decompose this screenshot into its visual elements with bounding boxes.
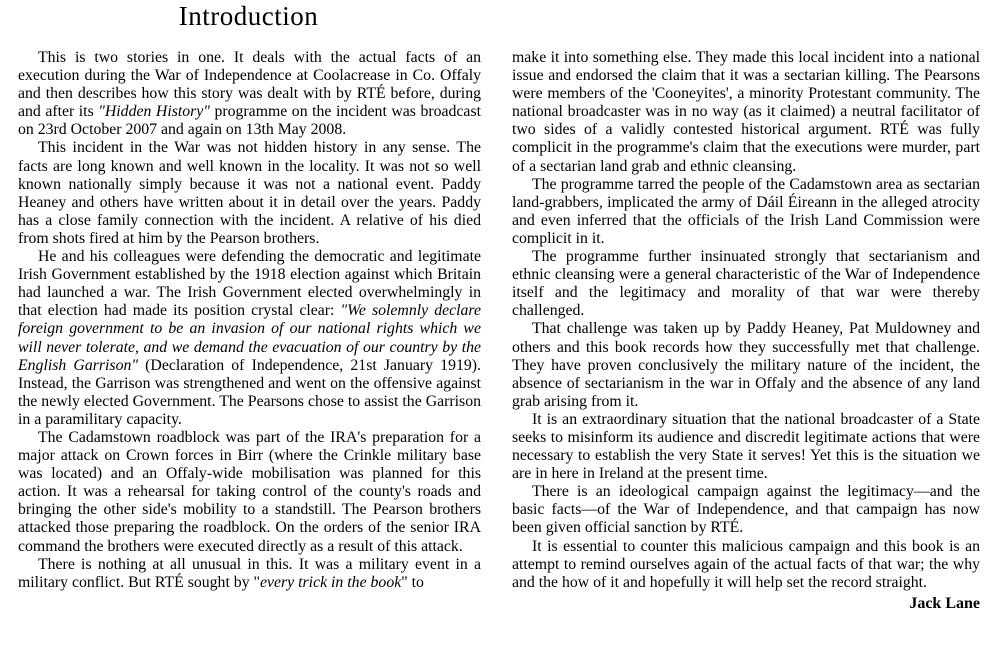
paragraph [512, 248, 980, 320]
text-run: That challenge was taken up by Paddy Heaney, Pat Muldowney and others and this book records how they successfully met that challenge. They have proven conclusively the military nature of the incident, the absence of sectarianism in the war in Offaly and the absence of any land grab arising from it. [512, 320, 980, 410]
text-run: make it into something else. They made this local incident into a national issue and endorsed the claim that it was a sectarian killing. The Pearsons were members of the 'Cooneyites', a minority Protestant community. The national broadcaster was in no way (as it claimed) a neutral facilitator of two sides of a validly contested historical argument. RTÉ was fully complicit in the programme's claim that the executions were murder, part of a sectarian land grab and ethnic cleansing. [512, 49, 980, 175]
text-run: There is an ideological campaign against the legitimacy—and the basic facts—of the War of Independence, and that campaign has now been given official sanction by RTÉ. [512, 483, 980, 537]
text-run: The programme tarred the people of the Cadamstown area as sectarian land-grabbers, implicated the army of Dáil Éireann in the alleged atrocity and even inferred that the officials of the Irish Land Commission were complicit in it. [512, 175, 980, 247]
left-column [18, 49, 481, 592]
text-run: The Cadamstown roadblock was part of the IRA's preparation for a major attack on Crown forces in Birr (where the Crinkle military base was located) and an Offaly-wide mobilisation was planned for this action. It was a rehearsal for taking control of the county's roads and bringing the other side's mobility to a standstill. The Pearson brothers attacked those preparing the roadblock. On the orders of the senior IRA command the brothers were executed directly as a result of this attack. [18, 428, 481, 555]
italic-text-run: "We solemnly declare foreign government to be an invasion of our national rights which we will never tolerate, and we demand the evacuation of our country by the English Garrison" [18, 302, 482, 374]
paragraph [18, 248, 481, 429]
paragraph [512, 483, 980, 537]
paragraph [512, 176, 980, 248]
text-run: It is essential to counter this malicious campaign and this book is an attempt to remind ourselves again of the actual facts of that war; the why and the how of it and hopefully it will help set the record straight. [512, 537, 980, 591]
paragraph [512, 320, 980, 410]
italic-text-run: "Hidden History" [98, 103, 210, 121]
paragraph [512, 49, 980, 176]
text-run: (Declaration of Independence, 21st January 1919). Instead, the Garrison was strengthened and went on the offensive against the newly elected Government. The Pearsons chose to assist the Garrison in a paramilitary capacity. [18, 356, 481, 428]
text-run: This is two stories in one. It deals with the actual facts of an execution during the War of Independence at Coolacrease in Co. Offaly and then describes how this story was dealt with by RTÉ before, during and after its [18, 49, 481, 121]
paragraph [18, 429, 481, 556]
page-title: Introduction [178, 1, 319, 31]
paragraph [18, 556, 481, 592]
text-run: programme on the incident was broadcast on 23rd October 2007 and again on 13th May 2008. [18, 103, 481, 139]
text-run: This incident in the War was not hidden history in any sense. The facts are long known and well known in the locality. It was not so well known nationally simply because it was not a national event. Paddy Heaney and others have written about it in detail over the years. Paddy has a close family connection with the incident. A relative of his died from shots fired at him by the Pearson brothers. [18, 139, 481, 247]
paragraph [18, 49, 481, 139]
paragraph [512, 411, 980, 483]
right-column [512, 49, 980, 613]
text-run: There is nothing at all unusual in this. It was a military event in a military conflict. But RTÉ sought by " [18, 555, 481, 591]
text-run: " to [401, 573, 424, 591]
text-run: He and his colleagues were defending the democratic and legitimate Irish Government established by the 1918 election against which Britain had launched a war. The Irish Government elected overwhelmingly in that election had made its position crystal clear: [18, 248, 481, 320]
text-run: It is an extraordinary situation that the national broadcaster of a State seeks to misinform its audience and discredit legitimate actions that were necessary to establish the very State it serves! Yet this is the situation we are in here in Ireland at the present time. [512, 410, 980, 483]
paragraph [512, 538, 980, 592]
author-signature: Jack Lane [909, 594, 980, 612]
text-run: The programme further insinuated strongly that sectarianism and ethnic cleansing were a general characteristic of the War of Independence itself and the legitimacy and morality of that war were thereby challenged. [512, 248, 980, 320]
italic-text-run: every trick in the book [260, 573, 402, 591]
paragraph [18, 139, 481, 248]
